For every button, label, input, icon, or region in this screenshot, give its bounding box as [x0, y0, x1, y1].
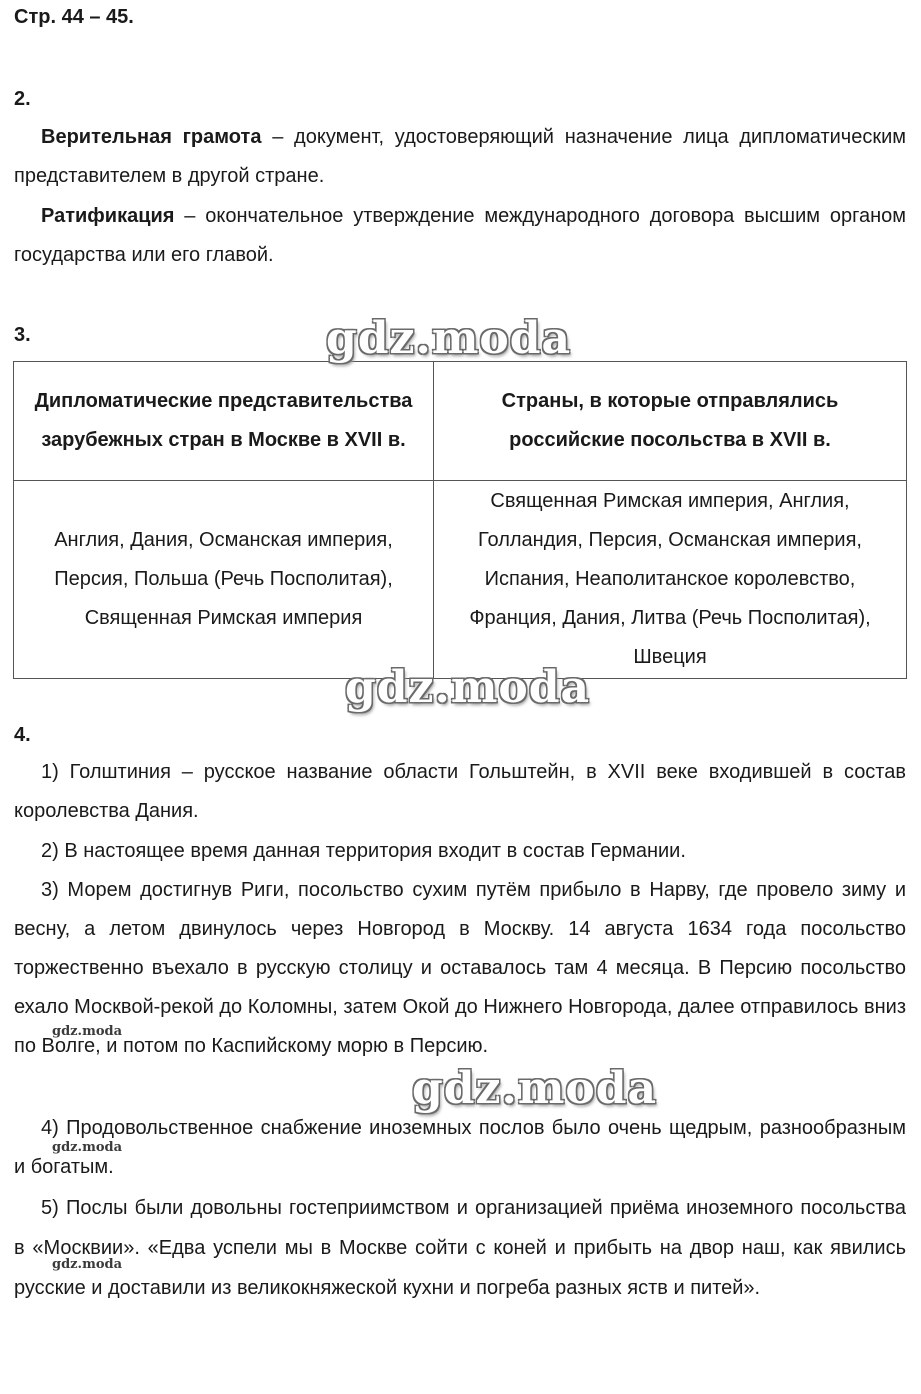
- watermark-small: gdz.moda: [52, 1257, 123, 1272]
- table-header-cell: Дипломатические представительства зарубежных стран в Москве в XVII в.: [14, 362, 434, 481]
- page-header: Стр. 44 – 45.: [14, 6, 134, 28]
- definition-credentials-text: – документ, удостоверяющий назначение лица дипломатическим представителем в другой стране.: [14, 126, 907, 187]
- embassies-table: [13, 361, 907, 679]
- watermark: gdz.moda: [345, 662, 591, 713]
- answer-item: 4) Продовольственное снабжение иноземных послов было очень щедрым, разнообразным и богатым.: [14, 1117, 906, 1178]
- answer-item: 3) Морем достигнув Риги, посольство сухим путём прибыло в Нарву, где провело зиму и весну, а летом двинулось через Новгород в Москву. 14 августа 1634 года посольство торжественно въехало в русскую столицу и оставалось там 4 месяца. В Персию посольство ехало Москвой-рекой до Коломны, затем Окой до Нижнего Новгорода, далее отправилось вниз по Волге, и потом по Каспийскому морю в Персию.: [14, 879, 906, 1057]
- answer-item: 2) В настоящее время данная территория входит в состав Германии.: [41, 840, 686, 862]
- term-ratification: Ратификация: [41, 205, 175, 227]
- answer-item: 5) Послы были довольны гостеприимством и организацией приёма иноземного посольства в «Москвии». «Едва успели мы в Москве сойти с коней и прибыть на двор наш, как явились русские и доставили из великокняжеской кухни и погреба разных яств и питей».: [14, 1197, 906, 1299]
- watermark: gdz.moda: [412, 1063, 658, 1114]
- watermark-small: gdz.moda: [52, 1140, 123, 1155]
- definition-credentials: [14, 118, 906, 196]
- task-3-number: 3.: [14, 324, 31, 346]
- watermark-small: gdz.moda: [52, 1024, 123, 1039]
- definition-ratification: [14, 197, 906, 275]
- table-row: [14, 481, 907, 679]
- answer-item: 1) Голштиния – русское название области Гольштейн, в XVII веке входившей в состав королевства Дания.: [14, 761, 906, 822]
- table-cell: Священная Римская империя, Англия, Голландия, Персия, Османская империя, Испания, Неаполитанское королевство, Франция, Дания, Литва (Речь Посполитая), Швеция: [434, 481, 907, 679]
- task-4-number: 4.: [14, 724, 31, 746]
- table-cell: Англия, Дания, Османская империя, Персия, Польша (Речь Посполитая), Священная Римская империя: [14, 481, 434, 679]
- definition-ratification-text: – окончательное утверждение международного договора высшим органом государства или его главой.: [14, 205, 906, 266]
- table-header-row: [14, 362, 907, 481]
- watermark: gdz.moda: [326, 313, 572, 364]
- term-credentials: Верительная грамота: [41, 126, 262, 148]
- task-2-number: 2.: [14, 88, 31, 110]
- table-header-cell: Страны, в которые отправлялись российские посольства в XVII в.: [434, 362, 907, 481]
